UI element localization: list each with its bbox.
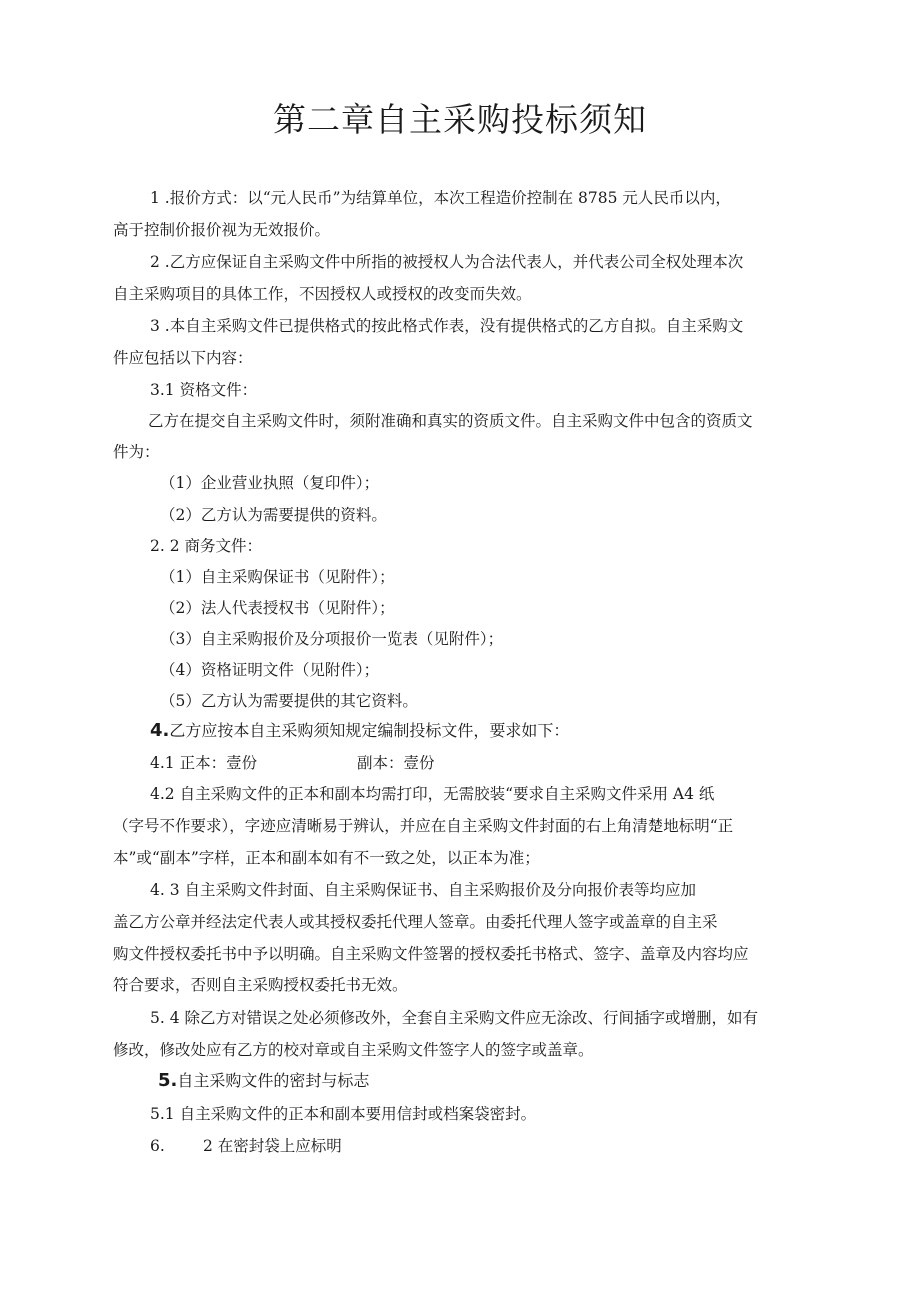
text-line: 6. bbox=[150, 1137, 165, 1155]
heading-number: 5. bbox=[158, 1070, 178, 1091]
list-item: （5）乙方认为需要提供的其它资料。 bbox=[160, 692, 418, 710]
text-line: 高于控制价报价视为无效报价。 bbox=[113, 221, 331, 239]
text-line: 本”或“副本”字样，正本和副本如有不一致之处，以正本为准； bbox=[113, 849, 540, 867]
text-line: （字号不作要求），字迹应清晰易于辨认，并应在自主采购文件封面的右上角清楚地标明“正 bbox=[113, 817, 734, 835]
list-item: （2）法人代表授权书（见附件）； bbox=[160, 599, 395, 617]
list-item: （4）资格证明文件（见附件）； bbox=[160, 661, 380, 679]
list-item: （1）企业营业执照（复印件）； bbox=[160, 474, 380, 492]
text-line: 符合要求，否则自主采购授权委托书无效。 bbox=[113, 976, 408, 994]
heading-text: 自主采购文件的密封与标志 bbox=[177, 1071, 370, 1090]
text-line: 盖乙方公章并经法定代表人或其授权委托代理人签章。由委托代理人签字或盖章的自主采 bbox=[113, 913, 718, 931]
text-line: 5. 4 除乙方对错误之处必须修改外，全套自主采购文件应无涂改、行间插字或增删，如有 bbox=[150, 1009, 759, 1027]
heading-number: 4. bbox=[150, 720, 170, 741]
list-item: （2）乙方认为需要提供的资料。 bbox=[160, 506, 387, 524]
text-line: 件为： bbox=[113, 443, 160, 461]
list-item: （3）自主采购报价及分项报价一览表（见附件）； bbox=[160, 630, 504, 648]
text-line: 2 .乙方应保证自主采购文件中所指的被授权人为合法代表人，并代表公司全权处理本次 bbox=[150, 253, 744, 271]
page-title: 第二章自主采购投标须知 bbox=[273, 100, 647, 139]
text-line: 3 .本自主采购文件已提供格式的按此格式作表，没有提供格式的乙方自拟。自主采购文 bbox=[150, 317, 744, 335]
text-line: 4.1 正本：壹份 bbox=[150, 754, 258, 772]
text-line: 自主采购项目的具体工作，不因授权人或授权的改变而失效。 bbox=[113, 285, 532, 303]
section-heading bbox=[158, 1071, 369, 1091]
section-heading: 3.1 资格文件： bbox=[150, 381, 258, 399]
section-heading bbox=[150, 721, 569, 741]
text-line: 1 .报价方式：以“元人民币”为结算单位，本次工程造价控制在 8785 元人民币以内， bbox=[150, 189, 731, 207]
text-line: 副本：壹份 bbox=[357, 754, 435, 772]
text-line: 修改，修改处应有乙方的校对章或自主采购文件签字人的签字或盖章。 bbox=[113, 1041, 594, 1059]
text-line: 4.2 自主采购文件的正本和副本均需打印，无需胶装“要求自主采购文件采用 A4 纸 bbox=[150, 785, 715, 803]
text-line: 5.1 自主采购文件的正本和副本要用信封或档案袋密封。 bbox=[150, 1105, 537, 1123]
heading-text: 乙方应按本自主采购须知规定编制投标文件，要求如下： bbox=[169, 721, 570, 740]
text-line: 2 在密封袋上应标明 bbox=[203, 1137, 342, 1155]
list-item: （1）自主采购保证书（见附件）； bbox=[160, 568, 395, 586]
text-line: 购文件授权委托书中予以明确。自主采购文件签署的授权委托书格式、签字、盖章及内容均应 bbox=[113, 945, 749, 963]
text-line: 乙方在提交自主采购文件时，须附准确和真实的资质文件。自主采购文件中包含的资质文 bbox=[148, 412, 753, 430]
section-heading: 2. 2 商务文件： bbox=[150, 537, 263, 555]
text-line: 4. 3 自主采购文件封面、自主采购保证书、自主采购报价及分向报价表等均应加 bbox=[150, 881, 697, 899]
text-line: 件应包括以下内容： bbox=[113, 349, 253, 367]
